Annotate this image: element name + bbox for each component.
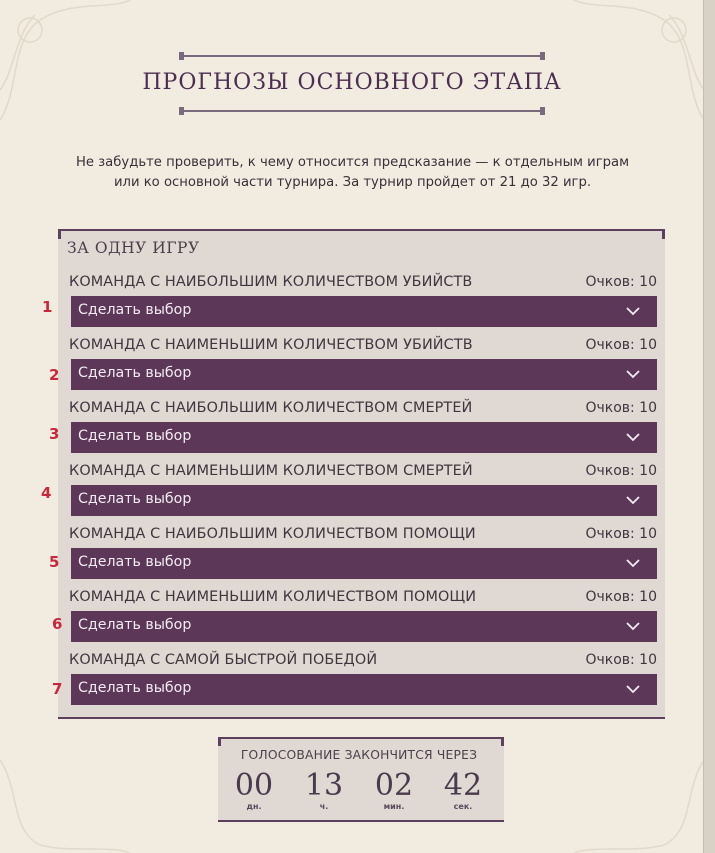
intro-text: Не забудьте проверить, к чему относится предсказание — к отдельным играм или ко основной части турнира. За турнир пройдет от 21 до 32 игр. — [75, 155, 630, 190]
dropdown-placeholder: Сделать выбор — [78, 491, 192, 507]
row-marker: 7 — [52, 680, 63, 698]
dropdown-placeholder: Сделать выбор — [78, 365, 192, 381]
chevron-down-icon — [626, 495, 640, 505]
dropdown-placeholder: Сделать выбор — [78, 680, 192, 696]
prediction-row-least-deaths — [68, 463, 657, 516]
prediction-dropdown[interactable] — [71, 296, 657, 327]
dropdown-placeholder: Сделать выбор — [78, 617, 192, 633]
prediction-points: Очков: 10 — [585, 274, 657, 290]
prediction-label: КОМАНДА С НАИМЕНЬШИМ КОЛИЧЕСТВОМ УБИЙСТВ — [69, 337, 473, 353]
countdown-title: ГОЛОСОВАНИЕ ЗАКОНЧИТСЯ ЧЕРЕЗ — [240, 748, 478, 762]
prediction-points: Очков: 10 — [585, 589, 657, 605]
dropdown-placeholder: Сделать выбор — [78, 554, 192, 570]
chevron-down-icon — [626, 369, 640, 379]
prediction-points: Очков: 10 — [585, 337, 657, 353]
prediction-dropdown[interactable] — [71, 422, 657, 453]
prediction-points: Очков: 10 — [585, 400, 657, 416]
countdown-label: дн. — [246, 802, 262, 811]
header-divider-bottom — [180, 110, 544, 112]
countdown-value: 13 — [304, 768, 344, 803]
prediction-dropdown[interactable] — [71, 548, 657, 579]
row-marker: 2 — [49, 366, 60, 384]
countdown-hours — [299, 769, 349, 811]
prediction-row-fastest-win — [68, 652, 657, 705]
prediction-points: Очков: 10 — [585, 526, 657, 542]
single-game-predictions-panel — [58, 229, 665, 719]
panel-heading: ЗА ОДНУ ИГРУ — [67, 239, 200, 257]
chevron-down-icon — [626, 684, 640, 694]
page-title: ПРОГНОЗЫ ОСНОВНОГО ЭТАПА — [142, 70, 562, 95]
chevron-down-icon — [626, 432, 640, 442]
page-edge — [703, 0, 715, 853]
header-divider-top — [180, 55, 544, 57]
prediction-dropdown[interactable] — [71, 359, 657, 390]
countdown-seconds — [438, 769, 488, 811]
countdown-value: 02 — [374, 768, 414, 803]
countdown-days — [229, 769, 279, 811]
prediction-label: КОМАНДА С НАИМЕНЬШИМ КОЛИЧЕСТВОМ СМЕРТЕЙ — [69, 463, 473, 479]
prediction-dropdown[interactable] — [71, 611, 657, 642]
dropdown-placeholder: Сделать выбор — [78, 428, 192, 444]
prediction-row-most-assists — [68, 526, 657, 579]
countdown-value: 42 — [443, 768, 483, 803]
prediction-points: Очков: 10 — [585, 463, 657, 479]
prediction-dropdown[interactable] — [71, 674, 657, 705]
voting-countdown — [218, 737, 504, 822]
prediction-row-least-kills — [68, 337, 657, 390]
chevron-down-icon — [626, 558, 640, 568]
countdown-label: мин. — [383, 802, 405, 811]
countdown-minutes — [369, 769, 419, 811]
countdown-label: сек. — [453, 802, 473, 811]
prediction-points: Очков: 10 — [585, 652, 657, 668]
prediction-row-least-assists — [68, 589, 657, 642]
prediction-label: КОМАНДА С НАИБОЛЬШИМ КОЛИЧЕСТВОМ СМЕРТЕЙ — [69, 400, 473, 416]
prediction-row-most-kills — [68, 274, 657, 327]
countdown-label: ч. — [319, 802, 329, 811]
prediction-label: КОМАНДА С НАИБОЛЬШИМ КОЛИЧЕСТВОМ ПОМОЩИ — [69, 526, 476, 542]
row-marker: 5 — [49, 553, 60, 571]
prediction-row-most-deaths — [68, 400, 657, 453]
dropdown-placeholder: Сделать выбор — [78, 302, 192, 318]
row-marker: 4 — [41, 484, 52, 502]
chevron-down-icon — [626, 621, 640, 631]
prediction-label: КОМАНДА С САМОЙ БЫСТРОЙ ПОБЕДОЙ — [69, 652, 378, 668]
chevron-down-icon — [626, 306, 640, 316]
row-marker: 1 — [42, 298, 53, 316]
prediction-label: КОМАНДА С НАИМЕНЬШИМ КОЛИЧЕСТВОМ ПОМОЩИ — [69, 589, 477, 605]
row-marker: 6 — [52, 615, 63, 633]
countdown-value: 00 — [234, 768, 274, 803]
prediction-label: КОМАНДА С НАИБОЛЬШИМ КОЛИЧЕСТВОМ УБИЙСТВ — [69, 274, 473, 290]
row-marker: 3 — [49, 425, 60, 443]
prediction-dropdown[interactable] — [71, 485, 657, 516]
